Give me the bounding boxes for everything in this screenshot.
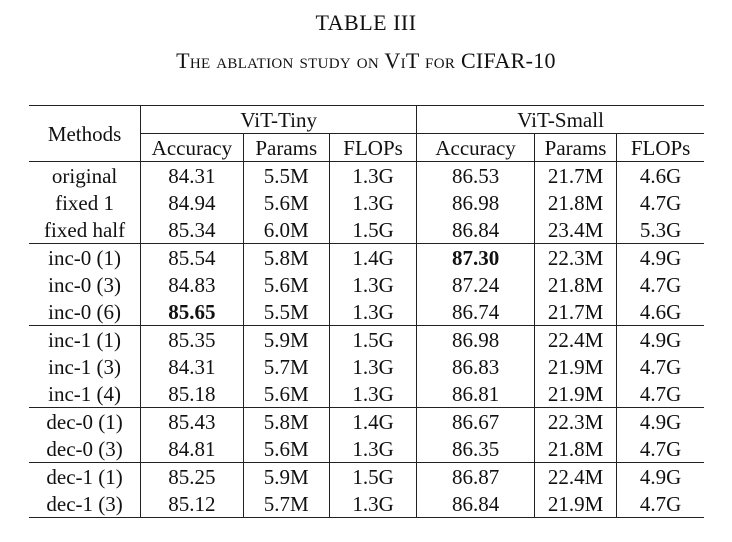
group-header-vit-small: ViT-Small [417, 106, 704, 134]
value-cell: 21.8M [534, 435, 616, 463]
value-cell: 21.7M [534, 162, 616, 190]
value-cell: 85.65 [141, 298, 244, 326]
value-cell: 4.6G [617, 162, 704, 190]
method-cell: fixed 1 [29, 189, 141, 216]
value-cell: 87.24 [417, 271, 535, 298]
value-cell: 5.9M [243, 326, 329, 354]
value-cell: 1.5G [329, 326, 416, 354]
subheader-flops: FLOPs [617, 134, 704, 162]
value-cell: 1.3G [329, 189, 416, 216]
value-cell: 4.9G [617, 408, 704, 436]
value-cell: 86.67 [417, 408, 535, 436]
value-cell: 84.83 [141, 271, 244, 298]
value-cell: 5.3G [639, 217, 682, 242]
group-header-vit-tiny: ViT-Tiny [141, 106, 417, 134]
table-row [29, 326, 704, 354]
value-cell: 1.5G [329, 216, 416, 244]
value-cell: 86.53 [417, 162, 535, 190]
value-cell: 4.9G [617, 463, 704, 491]
value-cell: 21.8M [534, 271, 616, 298]
value-cell: 5.8M [243, 244, 329, 272]
value-cell: 84.31 [141, 353, 244, 380]
method-cell: dec-1 (3) [29, 490, 141, 518]
value-cell: 21.7M [534, 298, 616, 326]
value-cell: 5.5M [243, 162, 329, 190]
value-cell: 5.6M [243, 380, 329, 408]
value-cell: 86.98 [417, 326, 535, 354]
value-cell: 4.7G [639, 381, 682, 406]
value-cell: 85.43 [141, 408, 244, 436]
method-cell: dec-0 (3) [29, 435, 141, 463]
value-cell: 86.84 [417, 490, 535, 518]
method-cell: inc-0 (6) [29, 298, 141, 326]
value-cell: 5.9M [243, 463, 329, 491]
value-cell: 1.3G [329, 380, 416, 408]
table-caption: The ablation study on ViT for CIFAR-10 [176, 48, 556, 73]
subheader-params: Params [534, 134, 616, 162]
method-cell: inc-0 (1) [29, 244, 141, 272]
value-cell: 1.3G [329, 435, 416, 463]
value-cell: 5.8M [243, 408, 329, 436]
method-cell: dec-0 (1) [29, 408, 141, 436]
subheader-flops: FLOPs [329, 134, 416, 162]
value-cell: 22.4M [534, 463, 616, 491]
value-cell: 4.6G [639, 299, 682, 324]
value-cell: 1.5G [329, 463, 416, 491]
method-cell: inc-1 (4) [29, 380, 141, 408]
value-cell: 4.7G [639, 436, 682, 461]
value-cell: 5.6M [243, 189, 329, 216]
table-row [29, 490, 704, 518]
subheader-accuracy: Accuracy [417, 134, 535, 162]
value-cell: 86.87 [417, 463, 535, 491]
value-cell: 21.9M [534, 353, 616, 380]
value-cell: 1.3G [329, 353, 416, 380]
value-cell: 4.7G [639, 190, 682, 215]
table-row [29, 408, 704, 436]
value-cell: 21.8M [534, 189, 616, 216]
value-cell: 4.7G [639, 354, 682, 379]
table-row [29, 435, 704, 463]
value-cell: 1.3G [329, 271, 416, 298]
value-cell: 86.81 [417, 380, 535, 408]
table-row [29, 271, 704, 298]
value-cell: 85.54 [141, 244, 244, 272]
value-cell: 21.9M [534, 380, 616, 408]
value-cell: 86.35 [417, 435, 535, 463]
table-body [29, 162, 704, 518]
value-cell: 5.7M [243, 490, 329, 518]
value-cell: 5.6M [243, 271, 329, 298]
value-cell: 5.7M [243, 353, 329, 380]
subheader-params: Params [243, 134, 329, 162]
method-cell: inc-1 (1) [29, 326, 141, 354]
subheader-accuracy: Accuracy [141, 134, 244, 162]
value-cell: 22.3M [534, 244, 616, 272]
value-cell: 86.83 [417, 353, 535, 380]
value-cell: 1.4G [329, 244, 416, 272]
value-cell: 87.30 [417, 244, 535, 272]
table-row [29, 189, 704, 216]
method-cell: original [29, 162, 141, 190]
value-cell: 22.4M [534, 326, 616, 354]
value-cell: 6.0M [243, 216, 329, 244]
table-row [29, 463, 704, 491]
value-cell: 5.5M [243, 298, 329, 326]
methods-header: Methods [29, 106, 141, 162]
value-cell: 4.7G [639, 272, 682, 297]
group-header-row [29, 106, 704, 134]
table-row [29, 380, 704, 408]
table-row [29, 216, 704, 244]
value-cell: 85.25 [141, 463, 244, 491]
ablation-table [29, 105, 704, 518]
value-cell: 4.7G [617, 490, 704, 518]
value-cell: 21.9M [534, 490, 616, 518]
value-cell: 5.6M [243, 435, 329, 463]
value-cell: 1.4G [329, 408, 416, 436]
value-cell: 85.12 [141, 490, 244, 518]
value-cell: 86.84 [417, 216, 535, 244]
table-title: TABLE III [315, 10, 417, 35]
value-cell: 1.3G [329, 162, 416, 190]
value-cell: 4.9G [617, 326, 704, 354]
value-cell: 23.4M [534, 216, 616, 244]
value-cell: 85.35 [141, 326, 244, 354]
table-row [29, 353, 704, 380]
value-cell: 84.31 [141, 162, 244, 190]
table-row [29, 162, 704, 190]
method-cell: fixed half [29, 216, 141, 244]
value-cell: 22.3M [534, 408, 616, 436]
value-cell: 84.81 [141, 435, 244, 463]
value-cell: 85.18 [141, 380, 244, 408]
value-cell: 85.34 [141, 216, 244, 244]
value-cell: 1.3G [329, 298, 416, 326]
value-cell: 86.74 [417, 298, 535, 326]
value-cell: 1.3G [329, 490, 416, 518]
method-cell: inc-0 (3) [29, 271, 141, 298]
value-cell: 84.94 [141, 189, 244, 216]
value-cell: 4.9G [617, 244, 704, 272]
method-cell: dec-1 (1) [29, 463, 141, 491]
table-row [29, 298, 704, 326]
method-cell: inc-1 (3) [29, 353, 141, 380]
value-cell: 86.98 [417, 189, 535, 216]
table-row [29, 244, 704, 272]
